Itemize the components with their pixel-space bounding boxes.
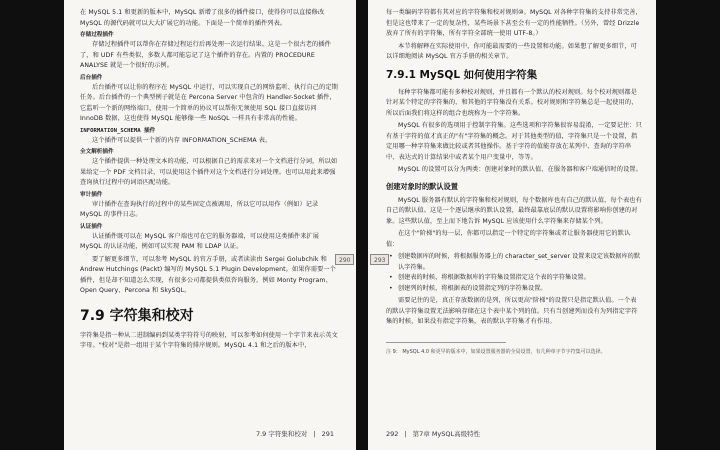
paragraph: MySQL 有很多的选项用于控制字符集。这些选项和字符集很容易混淆，一定要记住：只有基于字符的值才真正的"有"字符集的概念。对于其他类型的值，字符集只是一个设置，指定用哪一种字符集来做比较或者其他操作。基于字符的值能存放在某列中、查询的字符串中、表达式的计算结果中或者某个用户变量中，等等。 — [386, 122, 642, 161]
footer-section: 7.9 字符集和校对 — [255, 430, 308, 438]
page-tab-right[interactable]: 293 — [370, 254, 389, 265]
section-heading: 7.9 字符集和校对 — [80, 307, 194, 324]
page-number: 292 — [386, 430, 399, 438]
paragraph: MySQL 服务器有默认的字符集和校对规则，每个数据库也有自己的默认值，每个表也有自己的默认值。这是一个逐层继承的默认设置，最终最靠底层的默认设置将影响你创建的对象。这些默认值，至上而下地告诉 MySQL 应该使用什么字符集来存储某个列。 — [386, 196, 642, 225]
plugin-label: 审计插件 — [80, 191, 103, 198]
plugin-item — [80, 74, 338, 125]
left-outro: 要了解更多细节，可以参考 MySQL 的官方手册，或者读读由 Sergei Golubchik 和 Andrew Hutchings (Packt) 编写的 MySQL 5.1 Plugin Development。如果你需要一个插件，但是却不知道怎么实现，有很多公司都提供类似咨询服务，例如 Monty Program、Open Query、Percona 和 SkySQL。 — [80, 255, 336, 294]
list-item: • 创建列的时候，将根据表的设置指定列的字符集设置。 — [398, 284, 642, 295]
plugin-item — [80, 31, 338, 72]
footnote: 注 9： MySQL 4.0 和更早的版本中，如果设置服务器的全局设置，有几种单字节字符集可以选择。 — [386, 348, 606, 355]
paragraph: 在这个"阶梯"的每一层，你都可以指定一个特定的字符集或者让服务器使用它的默认值： — [386, 230, 631, 248]
plugin-item — [80, 223, 338, 253]
paragraph: MySQL 的设置可以分为两类：创建对象时的默认值、在服务器和客户端通信时的设置。 — [398, 166, 642, 173]
section-text: 字符集是指一种从二进制编码到某类字符符号的映射，可以参考如何使用一个字节来表示英文字母。"校对"是指一组用于某个字符集的排序规则。MySQL 4.1 和之后的版本中， — [80, 331, 338, 349]
plugin-label: 全文解析插件 — [80, 149, 114, 155]
bullet-list — [386, 252, 642, 294]
left-footer: 7.9 字符集和校对 | 291 — [255, 430, 334, 438]
right-intro2: 本节将解释在实际使用中，你可能最需要的一些设置和功能。如果想了解更多细节，可以详细地阅读 MySQL 官方手册的相关章节。 — [386, 42, 637, 60]
list-item: • 创建数据库的时候，将根据服务器上的 character_set_server 设置来设定该数据库的默认字符集。 — [398, 252, 642, 273]
paragraph: 每种字符集都可能有多种校对规则，并且都有一个默认的校对规则。每个校对规则都是针对某个特定的字符集的，和其他的字符集没有关系。校对规则和字符集总是一起使用的，所以后面我们将这样的组合也统称为一个字符集。 — [386, 88, 638, 117]
left-intro: 在 MySQL 5.1 和更新的版本中，MySQL 新增了很多的插件接口，使得你可以直接修改 MySQL 的源代码就可以大大扩展它的功能。下面是一个简单的插件列表。 — [80, 9, 325, 27]
footnote-divider — [386, 342, 506, 343]
plugin-item — [80, 127, 338, 147]
left-page — [64, 0, 356, 450]
right-intro: 每一类编码字符都有其对应的字符集和校对规则⑩。MySQL 对各种字符集的支持非常完善，但是这也带来了一定的复杂性，某些场景下甚至会有一定的性能牺牲。（另外，曾经 Drizzle 放弃了所有的字符集，所有字符全部统一使用 UTF-8。） — [386, 9, 642, 37]
right-page — [368, 0, 656, 450]
right-footer: 292 | 第7章 MySQL高级特性 — [386, 430, 481, 438]
plugin-text: 这个插件可以提供一个新的内存 INFORMATION_SCHEMA 表。 — [92, 136, 272, 144]
paragraph: 需要记住的是，真正存放数据的是列，所以更高"阶梯"的设置只是指定默认值。一个表的默认字符集设置无法影响存储在这个表中某个列的值。只有当创建列而没有为列指定字符集的时候，如果没有指定字符集，表的默认字符集才有作用。 — [386, 297, 638, 325]
plugin-item — [80, 148, 338, 189]
plugin-text: 后台插件可以让你的程序在 MySQL 中运行，可以实现自己的网络监听、执行自己的定期任务。后台插件的一个典型例子就是在 Percona Server 中包含的 Handler-Socket 插件，它监听一个新的网络端口，使用一个简单的协议可以帮你无须使用 SQL 接口直接访问 InnoDB 数据，这也使得 MySQL 能够像一些 NoSQL 一样具有非常高的性能。 — [80, 83, 338, 122]
plugin-label: INFORMATION_SCHEMA 插件 — [80, 127, 156, 134]
list-item: • 创建表的时候，将根据数据库的字符集设置指定这个表的字符集设置。 — [398, 273, 642, 284]
plugin-text: 这个插件提供一种处理文本的功能，可以根据自己的需求来对一个文档进行分词，所以如果给定一个 PDF 文档目录，可以使用这个插件对这个文档进行分词处理。也可以用此来增强查询执行过程中的词语匹配功能。 — [80, 158, 338, 186]
minor-heading: 创建对象时的默认设置 — [386, 181, 458, 191]
plugin-text: 存储过程插件可以帮你在存储过程运行后再处理一次运行结果。这是一个很古老的插件了，和 UDF 有些类似，多数人都可能忘记了这个插件的存在。内置的 PROCEDURE ANALYSE 就是一个很好的示例。 — [80, 41, 331, 69]
plugin-item — [80, 191, 338, 221]
footer-chapter: 第7章 MySQL高级特性 — [412, 430, 481, 438]
plugin-label: 后台插件 — [80, 74, 103, 81]
plugin-label: 存储过程插件 — [80, 32, 114, 38]
plugin-label: 认证插件 — [80, 223, 103, 230]
page-number: 291 — [321, 430, 334, 438]
subsection-heading: 7.9.1 MySQL 如何使用字符集 — [386, 68, 538, 81]
plugin-text: 认证插件既可以在 MySQL 客户端也可在它的服务器端，可以使用这类插件来扩展 MySQL 的认证功能，例如可以实现 PAM 和 LDAP 认证。 — [80, 232, 320, 250]
page-tab-left[interactable]: 290 — [335, 254, 354, 265]
plugin-text: 审计插件在查询执行的过程中的某些固定点被调用，所以它可以用作（例如）记录 MySQL 的事件日志。 — [80, 200, 319, 218]
